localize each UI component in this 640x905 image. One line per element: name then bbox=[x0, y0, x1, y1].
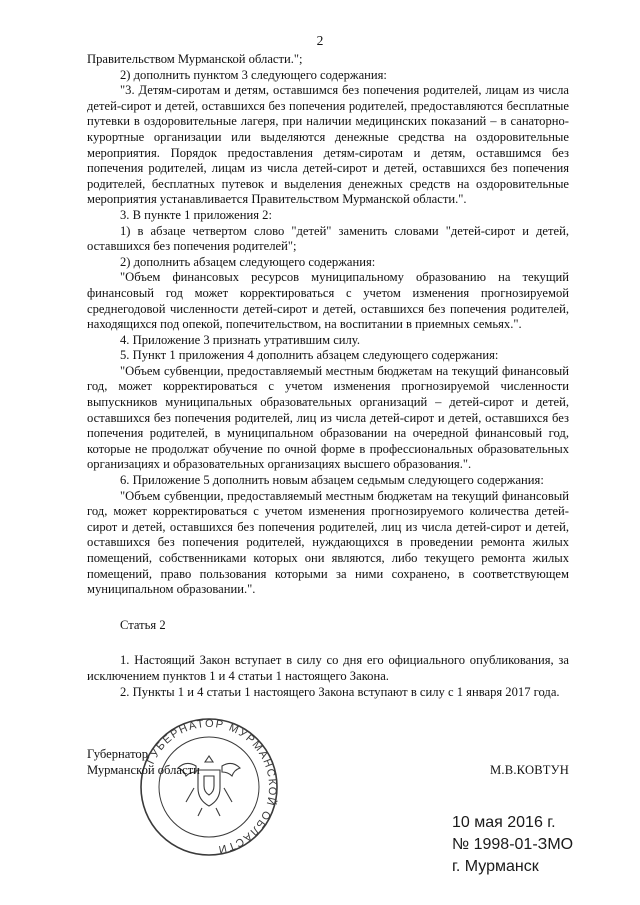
paragraph: 5. Пункт 1 приложения 4 дополнить абзацем следующего содержания: bbox=[120, 348, 499, 363]
quoted-amendment: "Объем финансовых ресурсов муниципальному образованию на текущий финансовый год может корректироваться с учетом изменения прогнозируемой среднегодовой численности детей-сирот и детей, оставшихся без попечения родителей, находящихся под опекой, попечительством, на воспитании в приемных семьях.". bbox=[87, 270, 569, 332]
quoted-amendment: "Объем субвенции, предоставляемый местным бюджетам на текущий финансовый год, может корректироваться с учетом изменения прогнозируемой численности выпускников муниципальных образовательных организаций – детей-сирот и детей, оставшихся без попечения родителей, лиц из числа детей-сирот и детей, оставшихся без попечения родителей, в муниципальном образовании на очередной финансовый год, которые не продолжат обучение по очной форме в профессиональных образовательных организациях и образовательных организациях высшего образования.". bbox=[87, 363, 569, 472]
stamp-city: г. Мурманск bbox=[452, 858, 539, 875]
quoted-amendment: "3. Детям-сиротам и детям, оставшимся без попечения родителей, лицам из числа детей-сирот и детей, оставшихся без попечения родителей, предоставляются бесплатные путевки в оздоровительные лагеря, при наличии медицинских показаний – в санаторно-курортные организации или выделяются денежные средства на оздоровительные мероприятия. Порядок предоставления детям-сиротам и детям, оставшимся без попечения родителей, лицам из числа детей-сирот и детей, оставшихся без попечения родителей, бесплатных путевок и выделения денежных средств на оздоровительные мероприятия устанавливается Правительством Мурманской области.". bbox=[87, 83, 569, 207]
stamp-number: № 1998-01-ЗМО bbox=[452, 836, 574, 853]
paragraph: 2) дополнить абзацем следующего содержания: bbox=[120, 254, 376, 269]
article-heading: Статья 2 bbox=[120, 617, 166, 632]
article-item: 1. Настоящий Закон вступает в силу со дня его официального опубликования, за исключением пунктов 1 и 4 статьи 1 настоящего Закона. bbox=[87, 653, 569, 683]
registration-stamp bbox=[452, 812, 573, 878]
paragraph: 4. Приложение 3 признать утратившим силу. bbox=[120, 332, 360, 347]
document-body bbox=[87, 52, 569, 700]
quoted-amendment: "Объем субвенции, предоставляемый местным бюджетам на текущий финансовый год, может корректироваться с учетом изменения прогнозируемого количества детей-сирот и детей, оставшихся без попечения родителей, лиц из числа детей-сирот и детей, оставшихся без попечения родителей, нуждающихся в проведении ремонта жилых помещений, собственниками которых они являются, либо текущего ремонта жилых помещений, право пользования которыми за ними сохранено, в соответствующем муниципальном образовании.". bbox=[87, 488, 569, 597]
official-seal bbox=[138, 716, 280, 858]
page-number: 2 bbox=[316, 33, 324, 48]
article-item: 2. Пункты 1 и 4 статьи 1 настоящего Закона вступают в силу с 1 января 2017 года. bbox=[120, 684, 560, 699]
paragraph: Правительством Мурманской области."; bbox=[87, 52, 303, 66]
paragraph: 2) дополнить пунктом 3 следующего содержания: bbox=[120, 67, 387, 82]
signatory-title: Губернатор bbox=[87, 747, 148, 761]
signatory-region: Мурманской области bbox=[87, 763, 200, 777]
signatory-name: М.В.КОВТУН bbox=[489, 763, 569, 777]
paragraph: 6. Приложение 5 дополнить новым абзацем седьмым следующего содержания: bbox=[120, 473, 544, 488]
paragraph: 1) в абзаце четвертом слово "детей" заменить словами "детей-сирот и детей, оставшихся без попечения родителей"; bbox=[87, 223, 569, 254]
seal-inscription: ГУБЕРНАТОР МУРМАНСКОЙ ОБЛАСТИ bbox=[144, 717, 279, 856]
stamp-date: 10 мая 2016 г. bbox=[452, 814, 556, 831]
paragraph: 3. В пункте 1 приложения 2: bbox=[120, 207, 272, 222]
